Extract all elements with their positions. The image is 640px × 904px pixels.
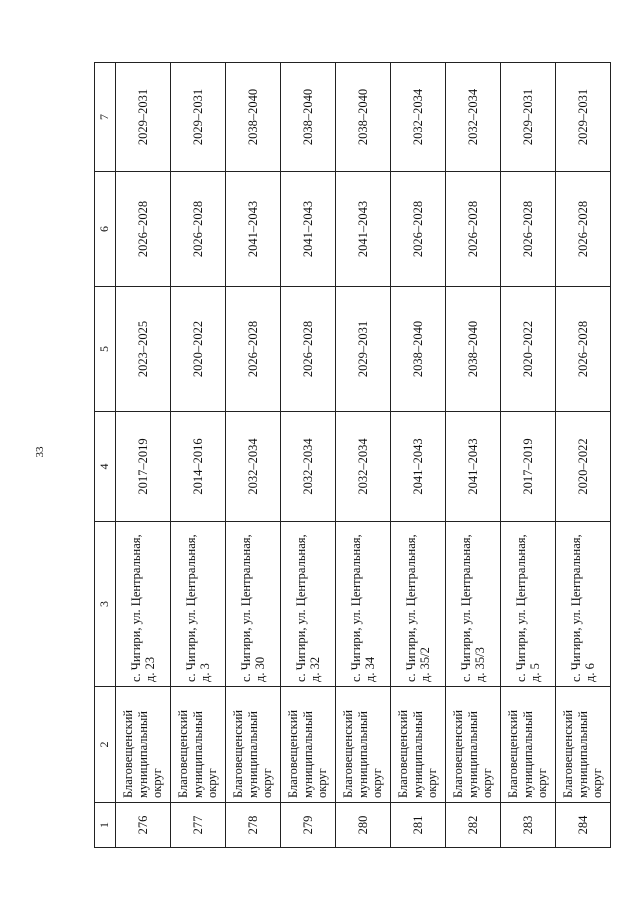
address-cell: с. Чигири, ул. Центральная, д. 3 (171, 522, 226, 687)
table-row (281, 63, 336, 848)
period-cell: 2032–2034 (391, 63, 446, 172)
period-cell: 2026–2028 (171, 172, 226, 287)
period-cell: 2038–2040 (336, 63, 391, 172)
header-cell: 7 (95, 63, 116, 172)
period-cell: 2038–2040 (446, 287, 501, 412)
district-cell: Благовещенский муниципальный округ (446, 687, 501, 803)
period-cell: 2029–2031 (556, 63, 611, 172)
header-cell: 3 (95, 522, 116, 687)
period-cell: 2032–2034 (281, 412, 336, 522)
page-number: 33 (34, 446, 46, 458)
period-cell: 2038–2040 (281, 63, 336, 172)
address-cell: с. Чигири, ул. Центральная, д. 6 (556, 522, 611, 687)
period-cell: 2026–2028 (391, 172, 446, 287)
period-cell: 2029–2031 (501, 63, 556, 172)
row-number: 280 (336, 803, 391, 848)
table-row (116, 63, 171, 848)
table-body (95, 63, 611, 848)
row-number: 277 (171, 803, 226, 848)
table-row (391, 63, 446, 848)
period-cell: 2041–2043 (391, 412, 446, 522)
header-cell: 5 (95, 287, 116, 412)
header-cell: 4 (95, 412, 116, 522)
period-cell: 2038–2040 (226, 63, 281, 172)
address-cell: с. Чигири, ул. Центральная, д. 35/3 (446, 522, 501, 687)
address-cell: с. Чигири, ул. Центральная, д. 30 (226, 522, 281, 687)
period-cell: 2038–2040 (391, 287, 446, 412)
period-cell: 2026–2028 (501, 172, 556, 287)
period-cell: 2020–2022 (171, 287, 226, 412)
period-cell: 2026–2028 (446, 172, 501, 287)
table-row (171, 63, 226, 848)
period-cell: 2017–2019 (501, 412, 556, 522)
period-cell: 2026–2028 (556, 172, 611, 287)
district-cell: Благовещенский муниципальный округ (281, 687, 336, 803)
period-cell: 2041–2043 (446, 412, 501, 522)
period-cell: 2017–2019 (116, 412, 171, 522)
row-number: 281 (391, 803, 446, 848)
table-row (501, 63, 556, 848)
period-cell: 2029–2031 (171, 63, 226, 172)
period-cell: 2029–2031 (116, 63, 171, 172)
period-cell: 2026–2028 (226, 287, 281, 412)
table-row (336, 63, 391, 848)
district-cell: Благовещенский муниципальный округ (556, 687, 611, 803)
period-cell: 2020–2022 (501, 287, 556, 412)
period-cell: 2041–2043 (336, 172, 391, 287)
period-cell: 2020–2022 (556, 412, 611, 522)
address-cell: с. Чигири, ул. Центральная, д. 32 (281, 522, 336, 687)
district-cell: Благовещенский муниципальный округ (116, 687, 171, 803)
period-cell: 2032–2034 (336, 412, 391, 522)
period-cell: 2029–2031 (336, 287, 391, 412)
district-cell: Благовещенский муниципальный округ (336, 687, 391, 803)
rotated-table-container (94, 63, 611, 848)
row-number: 279 (281, 803, 336, 848)
period-cell: 2041–2043 (226, 172, 281, 287)
district-cell: Благовещенский муниципальный округ (171, 687, 226, 803)
header-cell: 2 (95, 687, 116, 803)
period-cell: 2026–2028 (116, 172, 171, 287)
row-number: 284 (556, 803, 611, 848)
row-number: 276 (116, 803, 171, 848)
address-cell: с. Чигири, ул. Центральная, д. 5 (501, 522, 556, 687)
header-cell: 1 (95, 803, 116, 848)
period-cell: 2041–2043 (281, 172, 336, 287)
period-cell: 2026–2028 (556, 287, 611, 412)
period-cell: 2023–2025 (116, 287, 171, 412)
address-cell: с. Чигири, ул. Центральная, д. 35/2 (391, 522, 446, 687)
schedule-table (94, 62, 611, 848)
period-cell: 2026–2028 (281, 287, 336, 412)
row-number: 283 (501, 803, 556, 848)
period-cell: 2032–2034 (446, 63, 501, 172)
table-row (226, 63, 281, 848)
district-cell: Благовещенский муниципальный округ (391, 687, 446, 803)
header-cell: 6 (95, 172, 116, 287)
period-cell: 2032–2034 (226, 412, 281, 522)
table-row (446, 63, 501, 848)
address-cell: с. Чигири, ул. Центральная, д. 34 (336, 522, 391, 687)
district-cell: Благовещенский муниципальный округ (226, 687, 281, 803)
period-cell: 2014–2016 (171, 412, 226, 522)
row-number: 278 (226, 803, 281, 848)
row-number: 282 (446, 803, 501, 848)
header-row (95, 63, 116, 848)
address-cell: с. Чигири, ул. Центральная, д. 23 (116, 522, 171, 687)
district-cell: Благовещенский муниципальный округ (501, 687, 556, 803)
table-row (556, 63, 611, 848)
